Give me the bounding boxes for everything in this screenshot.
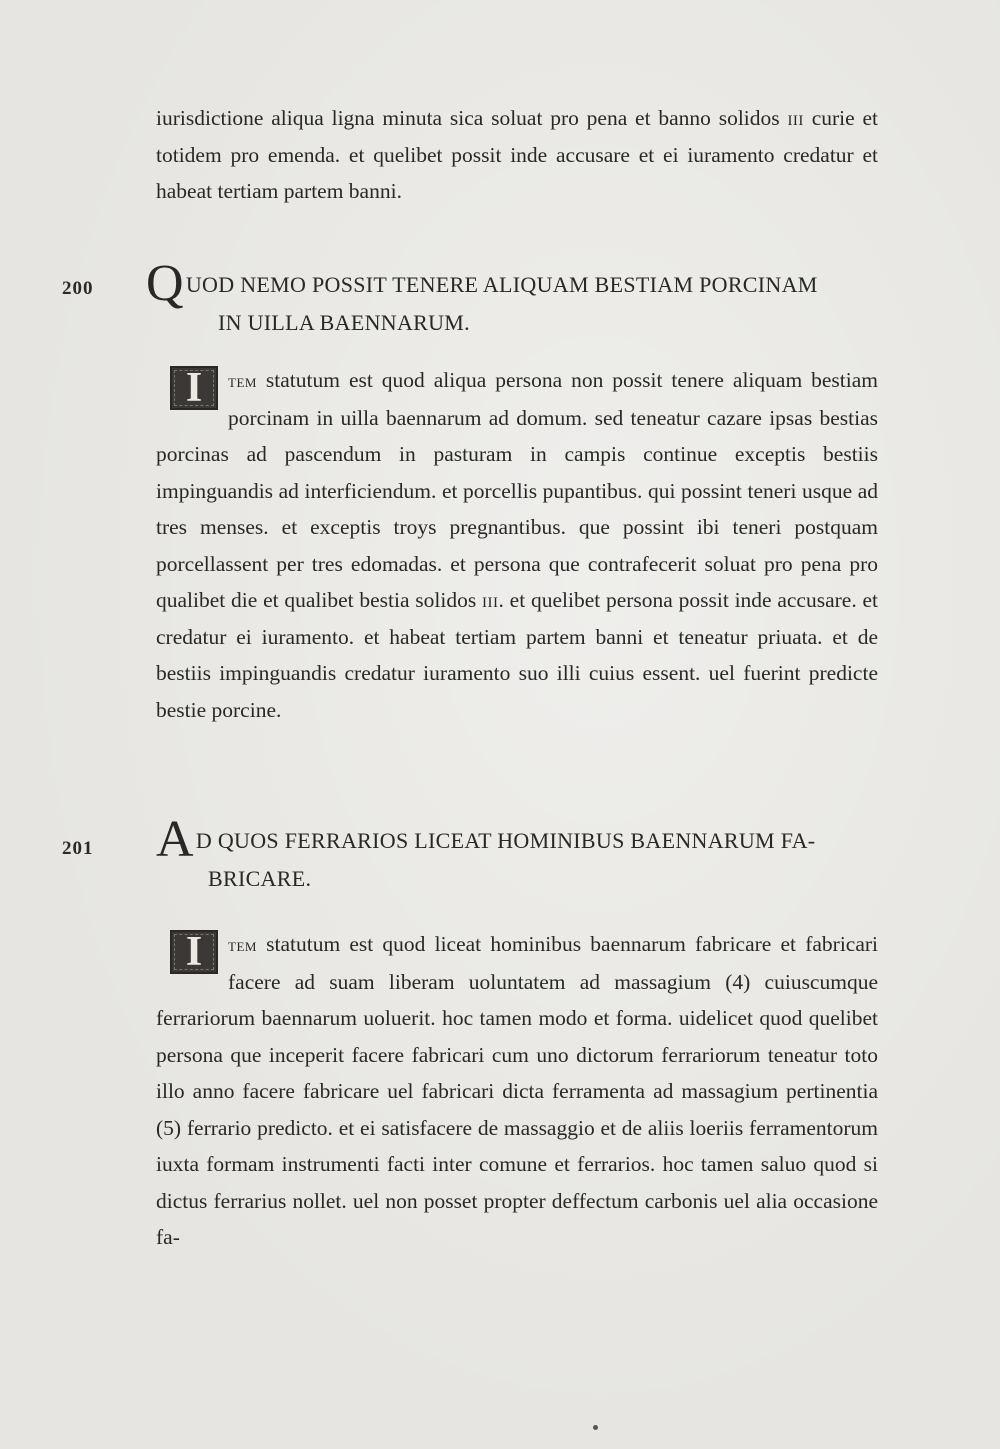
roman-numeral: iii: [482, 588, 499, 612]
heading-text: D QUOS FERRARIOS LICEAT HOMINIBUS BAENNARUM FA-: [195, 828, 816, 853]
decorated-initial: I: [170, 930, 218, 974]
heading-initial: A: [156, 811, 194, 868]
heading-text-line2: BRICARE.: [208, 866, 312, 891]
section-body: [156, 926, 878, 1256]
section-paragraph: I tem statutum est quod aliqua persona non possit tenere aliquam bestiam porcinam in uilla baennarum ad domum. sed teneatur cazare ipsas bestias porcinas ad pascendum in pasturam in campis continue exceptis bestiis impinguandis ad interficiendum. et porcellis pupantibus. qui possint teneri usque ad tres menses. et exceptis troys pregnantibus. que possint ibi teneri postquam porcellassent per tres edomadas. et persona que contrafecerit soluat pro pena pro qualibet die et qualibet bestia solidos iii. et quelibet persona possit inde accusare. et credatur ei iuramento. et habeat tertiam partem banni et teneatur priuata. et de bestiis impinguandis credatur iuramento suo illi cuius essent. uel fuerint predicte bestie porcine.: [156, 365, 879, 722]
heading-initial: Q: [146, 255, 184, 312]
section-number: 201: [62, 838, 94, 859]
opening-paragraph-text: iurisdictione aliqua ligna minuta sica soluat pro pena et banno solidos iii curie et totidem pro emenda. et quelibet possit inde accusare et ei iuramento credatur et habeat tertiam partem banni.: [156, 106, 879, 203]
first-word-rest: tem: [228, 371, 257, 391]
section-number: 200: [62, 278, 94, 299]
roman-numeral: iii: [787, 106, 804, 130]
decorated-initial: I: [170, 366, 218, 410]
heading-text-line2: IN UILLA BAENNARUM.: [218, 310, 470, 335]
opening-paragraph: [156, 100, 878, 210]
section-heading: [146, 255, 876, 342]
section-paragraph: I tem statutum est quod liceat hominibus baennarum fabricare et fabricari facere ad suam liberam uoluntatem ad massagium (4) cuiuscumque ferrariorum baennarum uoluerit. hoc tamen modo et forma. uidelicet quod quelibet persona que inceperit facere fabricari cum uno dictorum ferrariorum teneatur toto illo anno facere fabricare uel fabricari dicta ferramenta ad massagium pertinentia (5) ferrario predicto. et ei satisfacere de massaggio et de aliis loeriis ferramentorum iuxta formam instrumenti facti inter comune et ferrarios. hoc tamen saluo quod si dictus ferrarius nollet. uel non posset propter deffectum carbonis uel alia occasione fa-: [156, 929, 879, 1249]
first-word-rest: tem: [228, 935, 257, 955]
heading-text: UOD NEMO POSSIT TENERE ALIQUAM BESTIAM PORCINAM: [185, 272, 818, 297]
section-body: [156, 362, 878, 728]
footer-dot: [593, 1425, 598, 1430]
section-heading: [156, 811, 886, 898]
